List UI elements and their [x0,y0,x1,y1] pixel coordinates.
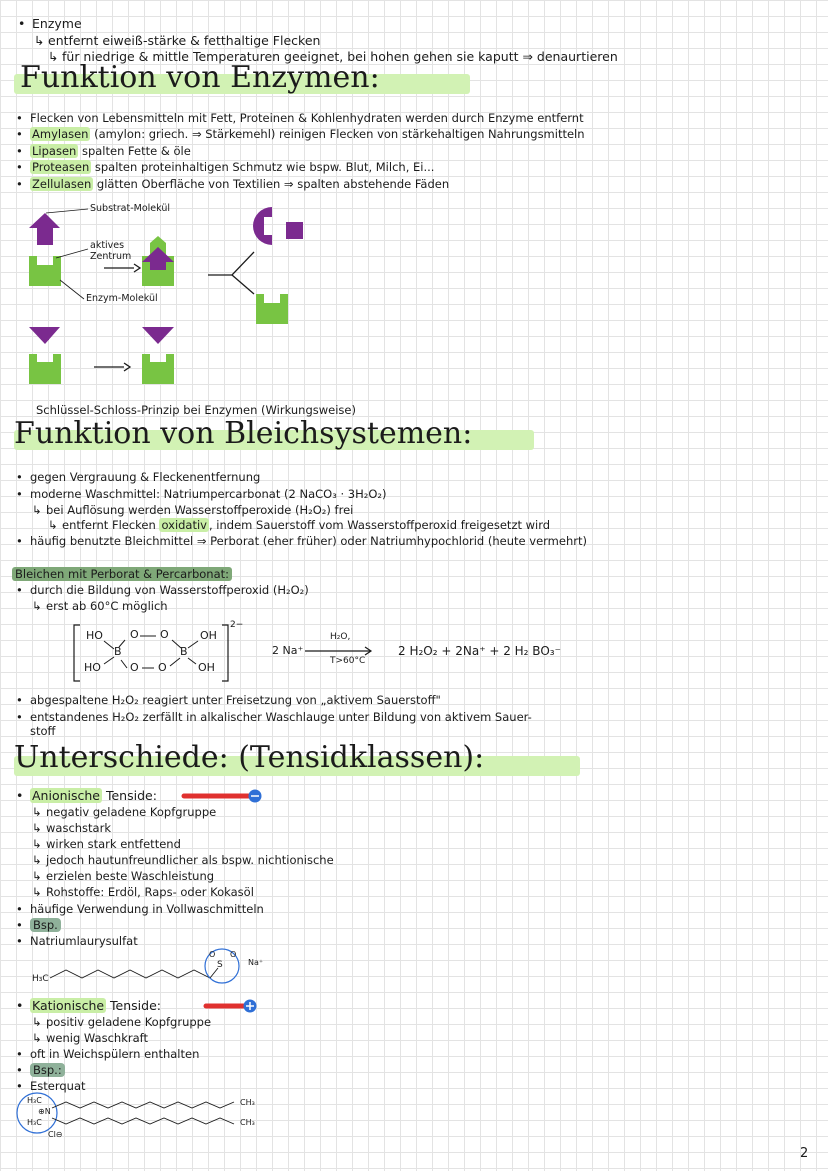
sds-oxygen-1: O [209,950,216,959]
anion-usage: • häufige Verwendung in Vollwaschmitteln [30,902,264,917]
chem-o-4: O [158,661,167,674]
sds-sulfur: S [217,960,223,970]
chem-products: 2 H₂O₂ + 2Na⁺ + 2 H₂ BO₃⁻ [398,644,561,658]
term-cationic: Kationische [32,998,105,1013]
bleach-line-9: • entstandenes H₂O₂ zerfällt in alkalischer Waschlauge unter Bildung von aktivem Sauer- [30,710,532,725]
enzyme-bullet-zellulasen: • Zellulasen glätten Oberfläche von Textilien ⇒ spalten abstehende Fäden [30,177,449,192]
example-esterquat: • Esterquat [30,1079,86,1094]
anion-item-6: ↳ Rohstoffe: Erdöl, Raps- oder Kokasöl [46,885,254,900]
term-anionic: Anionische [32,788,100,803]
enzyme-bullet-lipasen: • Lipasen spalten Fette & öle [30,144,191,159]
perborate-subheading: Bleichen mit Perborat & Percarbonat: [12,567,232,582]
chem-oh-top: OH [200,629,217,642]
term-proteasen: Proteasen [32,160,90,174]
chem-ho-top: HO [86,629,103,642]
chem-b-2: B [180,645,188,658]
esterquat-ch3-1: CH₃ [240,1098,255,1107]
bleach-line-7: ↳ erst ab 60°C möglich [46,599,168,614]
cation-item-2: ↳ wenig Waschkraft [46,1031,148,1046]
bleach-line-4: ↳ entfernt Flecken oxidativ , indem Sauerstoff vom Wasserstoffperoxid freigesetzt wird [62,518,550,533]
anion-heading: • Anionische Tenside: [30,788,157,803]
esterquat-ch3-2: CH₃ [240,1118,255,1127]
bleach-line-9b: stoff [30,724,56,738]
heading-bleach-function: Funktion von Bleichsystemen: [14,416,473,451]
intro-line-temperature: ↳ für niedrige & mittle Temperaturen geeignet, bei hohen gehen sie kaputt ⇒ denaurtieren [62,49,618,64]
bleach-line-1: • gegen Vergrauung & Fleckenentfernung [30,470,260,485]
anion-item-3: ↳ wirken stark entfettend [46,837,181,852]
esterquat-nitrogen: ⊕N [38,1107,51,1116]
heading-surfactant-classes: Unterschiede: (Tensidklassen): [14,740,485,775]
cation-item-1: ↳ positiv geladene Kopfgruppe [46,1015,211,1030]
bleach-line-6: • durch die Bildung von Wasserstoffperoxid (H₂O₂) [30,583,309,598]
cation-heading: • Kationische Tenside: [30,998,161,1013]
example-tag-1: • Bsp. [30,918,61,933]
anion-item-5: ↳ erzielen beste Waschleistung [46,869,214,884]
esterquat-h3c-2: H₃C [27,1118,42,1127]
sds-oxygen-2: O [230,950,237,959]
bleach-line-2: • moderne Waschmittel: Natriumpercarbonat (2 NaCO₃ · 3H₂O₂) [30,487,387,502]
anion-item-1: ↳ negativ geladene Kopfgruppe [46,805,216,820]
esterquat-h3c-1: H₃C [27,1096,42,1105]
chem-sodium: 2 Na⁺ [272,644,304,657]
chem-arrow-label-bottom: T>60°C [330,656,366,666]
chem-ho-bottom: HO [84,661,101,674]
intro-line-enzyme: • Enzyme [32,16,82,31]
chem-oh-bottom: OH [198,661,215,674]
chem-o-3: O [130,661,139,674]
sds-sodium: Na⁺ [248,958,264,967]
anion-item-4: ↳ jedoch hautunfreundlicher als bspw. nichtionische [46,853,334,868]
enzyme-bullet-1: • Flecken von Lebensmitteln mit Fett, Proteinen & Kohlenhydraten werden durch Enzyme entfernt [30,111,584,126]
esterquat-chloride: Cl⊖ [48,1130,63,1139]
chem-charge: 2− [230,620,244,630]
term-lipasen: Lipasen [32,144,77,158]
enzyme-bullet-proteasen: • Proteasen spalten proteinhaltigen Schmutz wie bspw. Blut, Milch, Ei... [30,160,434,175]
chem-arrow-label-top: H₂O, [330,632,351,642]
term-oxidativ: oxidativ [161,518,207,532]
bleach-line-5: • häufig benutzte Bleichmittel ⇒ Perborat (eher früher) oder Natriumhypochlorid (heute vermehrt) [30,534,587,549]
bleach-line-8: • abgespaltene H₂O₂ reagiert unter Freisetzung von „aktivem Sauerstoff" [30,693,441,708]
heading-enzyme-function: Funktion von Enzymen: [20,60,380,95]
chem-o-2: O [160,628,169,641]
diagram-caption: Schlüssel-Schloss-Prinzip bei Enzymen (Wirkungsweise) [36,403,356,417]
example-tag-2: • Bsp.: [30,1063,65,1078]
sds-h3c: H₃C [32,974,49,984]
bleach-line-3: ↳ bei Auflösung werden Wasserstoffperoxide (H₂O₂) frei [46,503,353,518]
intro-line-removes: ↳ entfernt eiweiß-stärke & fetthaltige Flecken [48,33,320,48]
example-sds: • Natriumlaurysulfat [30,934,138,949]
chem-o-1: O [130,628,139,641]
page-number: 2 [800,1146,809,1161]
chem-b-1: B [114,645,122,658]
label-substrate: Substrat-Molekül [90,203,170,214]
label-enzyme: Enzym-Molekül [86,293,158,304]
term-zellulasen: Zellulasen [32,177,92,191]
cation-usage: • oft in Weichspülern enthalten [30,1047,199,1062]
label-active-site: aktives Zentrum [90,240,132,262]
enzyme-bullet-amylasen: • Amylasen (amylon: griech. ⇒ Stärkemehl) reinigen Flecken von stärkehaltigen Nahrungsmitteln [30,127,585,142]
anion-item-2: ↳ waschstark [46,821,111,836]
term-amylasen: Amylasen [32,127,89,141]
